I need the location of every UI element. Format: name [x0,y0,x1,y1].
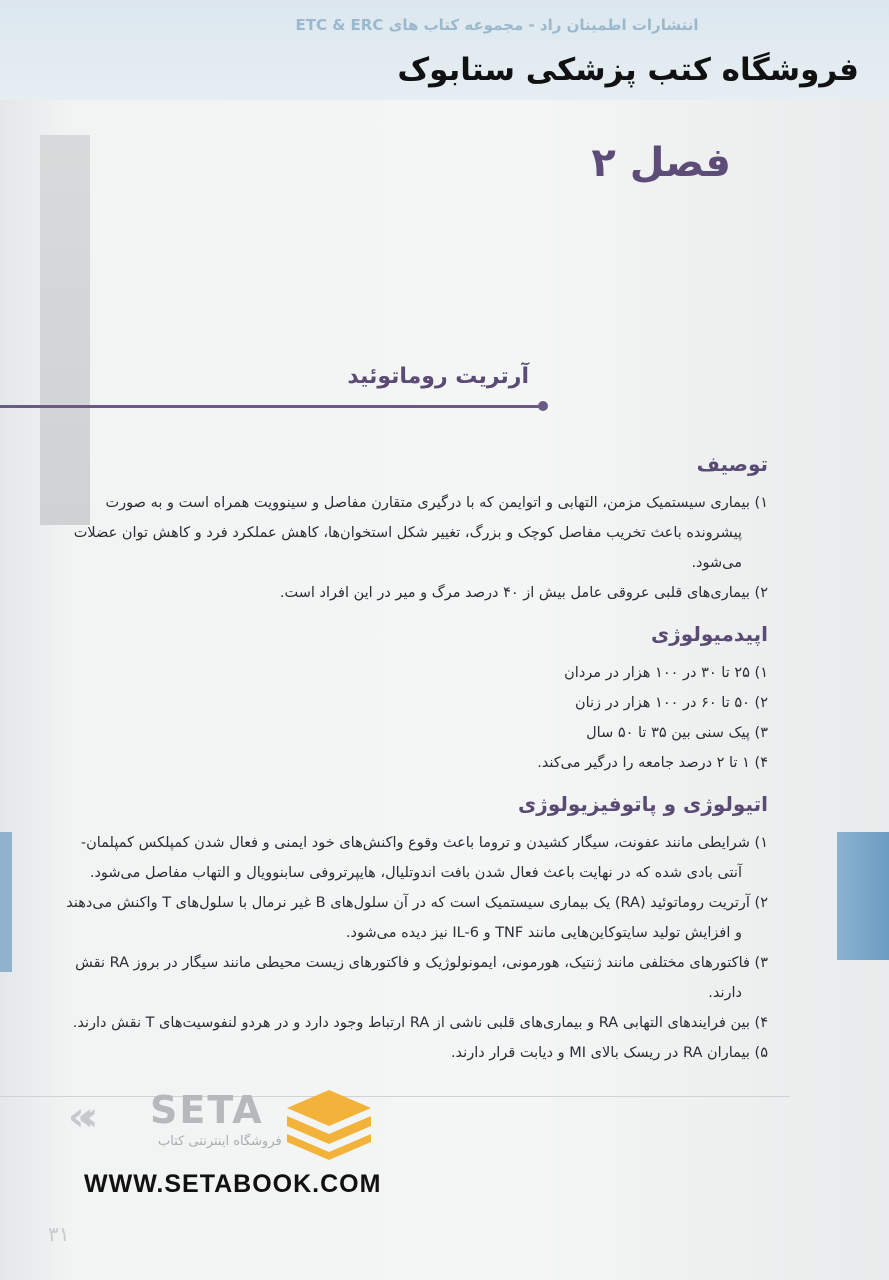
list-item: ۳) فاکتورهای مختلفی مانند ژنتیک، هورمونی، ایمونولوژیک و فاکتورهای زیست محیطی مانند سیگار در بروز RA نقش دارند. [75,955,768,1001]
section-heading: اتیولوژی و پاتوفیزیولوژی [517,792,768,816]
section-rule-dot [538,401,548,411]
logo-tagline: فروشگاه اینترنتی کتاب [158,1134,282,1149]
section-heading: توصیف [696,452,768,476]
section-rule [0,405,545,408]
list-item: ۲) ۵۰ تا ۶۰ در ۱۰۰ هزار در زنان [574,695,768,711]
left-edge-tab [0,832,12,972]
page-number: ۳۱ [48,1222,70,1246]
store-url: WWW.SETABOOK.COM [84,1170,382,1198]
list-item: ۲) بیماری‌های قلبی عروقی عامل بیش از ۴۰ درصد مرگ و میر در این افراد است. [279,585,768,601]
chapter-label: فصل ۲ [591,140,731,186]
running-head: انتشارات اطمینان راد - مجموعه کتاب های ETC & ERC [295,16,699,34]
list-item: ۱) ۲۵ تا ۳۰ در ۱۰۰ هزار در مردان [564,665,768,681]
right-edge-tab [837,832,889,960]
list-item: ۳) پیک سنی بین ۳۵ تا ۵۰ سال [586,725,768,741]
section-heading: اپیدمیولوژی [650,622,768,646]
setabook-logo [58,1082,378,1162]
chevron-left-icon: «‹ [68,1094,87,1140]
list-item: ۱) شرایطی مانند عفونت، سیگار کشیدن و تروما باعث وقوع واکنش‌های خود ایمنی و فعال شدن کمپلکس کمپلمان- آنتی بادی شده که در نهایت باعث فعال شدن بافت اندوتلیال، هایپرتروفی سابنوویال و التهاب مفاصل می‌شود. [80,835,768,881]
main-content [60,448,768,1068]
list-item: ۴) بین فرایندهای التهابی RA و بیماری‌های قلبی ناشی از RA ارتباط وجود دارد و در هردو لنفوسیت‌های T نقش دارند. [72,1015,768,1031]
store-title: فروشگاه کتب پزشکی ستابوک [397,52,859,88]
list-item: ۵) بیماران RA در ریسک بالای MI و دیابت قرار دارند. [450,1045,768,1061]
list-item: ۴) ۱ تا ۲ درصد جامعه را درگیر می‌کند. [537,755,768,771]
section-etiology [60,788,768,1068]
section-title: آرتریت روماتوئید [347,364,529,389]
list-item: ۲) آرتریت روماتوئید (RA) یک بیماری سیستمیک است که در آن سلول‌های B غیر نرمال با سلول‌های T واکنش می‌دهند و افزایش تولید سایتوکاین‌هایی مانند TNF و IL-6 نیز دیده می‌شود. [66,895,768,941]
logo-wordmark: SETA [150,1088,264,1132]
book-stack-icon [283,1086,375,1162]
section-description [60,448,768,608]
list-item: ۱) بیماری سیستمیک مزمن، التهابی و اتوایمن که با درگیری متقارن مفاصل و سینوویت همراه است و به صورت پیشرونده باعث تخریب مفاصل کوچک و بزرگ، تغییر شکل استخوان‌ها، کاهش عملکرد فرد و کاهش توان عضلات می‌شود. [73,495,768,571]
section-epidemiology [60,618,768,778]
